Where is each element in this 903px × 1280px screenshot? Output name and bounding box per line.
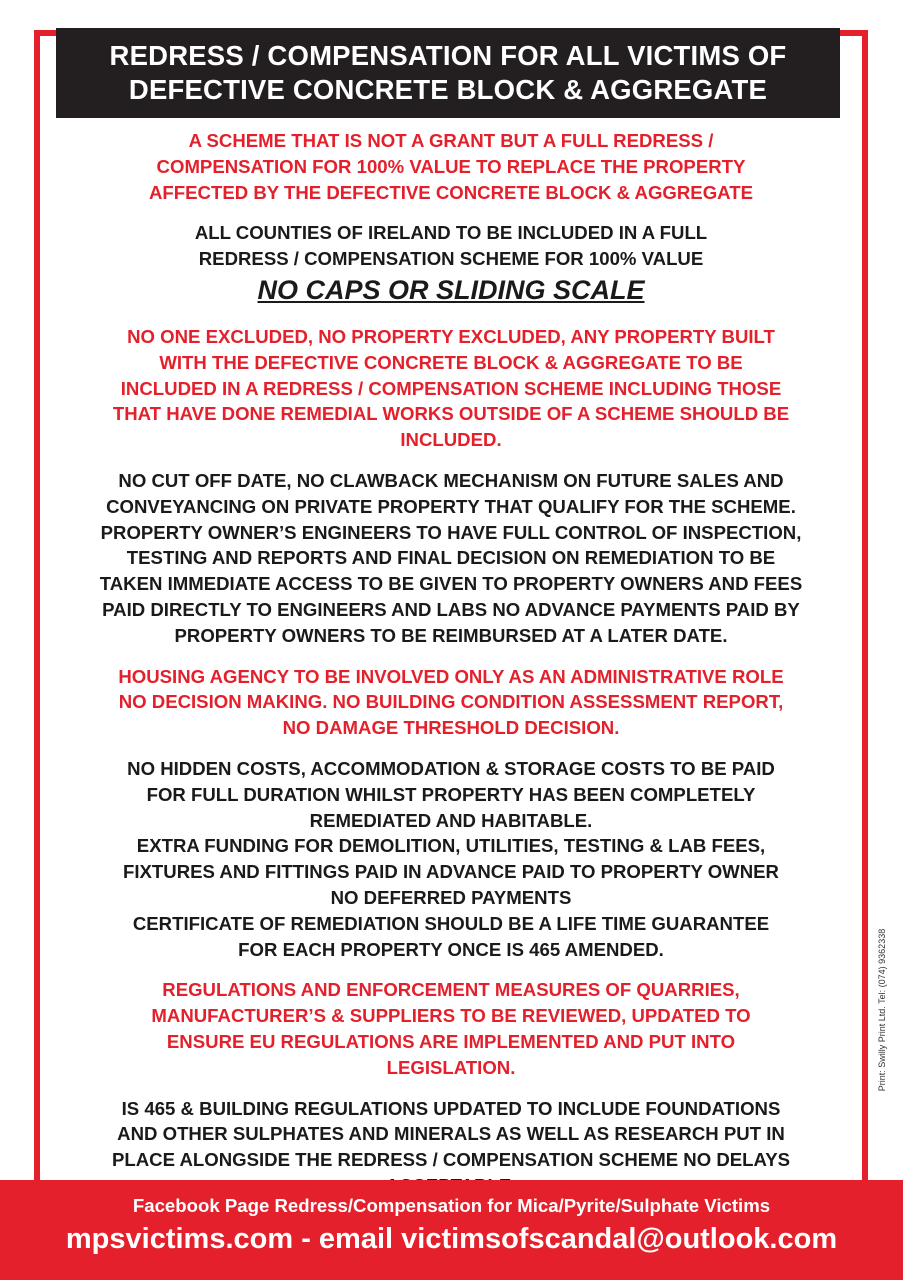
paragraph-is465: IS 465 & BUILDING REGULATIONS UPDATED TO INCLUDE FOUNDATIONS AND OTHER SULPHATES AND MINERALS AS WELL AS RESEARCH PUT IN PLACE ALONGSIDE THE REDRESS / COMPENSATION SCHEME NO DELAYS bbox=[111, 1097, 791, 1171]
paragraph-no-hidden-costs: NO HIDDEN COSTS, ACCOMMODATION & STORAGE COSTS TO BE PAID FOR FULL DURATION WHILST PROPERTY HAS BEEN COMPLETELY REMEDIATED AND HABITABLE. EXTRA FUNDING FOR DEMOLITION, UTILITIES, TESTING & LAB FEES, FIXTURES AND FITTINGS PAID IN ADVANCE PAID TO PROPERTY OWNER NO DEFERRED PAYMENTS CERTIFICATE OF REMEDIATION SHOULD BE A LIFE TIME GUARANTEE FOR EACH PROPERTY ONCE IS 465 AMENDED. bbox=[123, 757, 779, 960]
paragraph-scheme-not-grant: A SCHEME THAT IS NOT A GRANT BUT A FULL REDRESS / COMPENSATION FOR 100% VALUE TO REPLACE THE PROPERTY AFFECTED BY THE DEFECTIVE CONCRETE BLOCK & AGGREGATE bbox=[149, 130, 753, 203]
facebook-page-text: Facebook Page Redress/Compensation for Mica/Pyrite/Sulphate Victims bbox=[132, 1195, 771, 1216]
page-title: REDRESS / COMPENSATION FOR ALL VICTIMS OF DEFECTIVE CONCRETE BLOCK & AGGREGATE bbox=[109, 40, 787, 105]
contact-line: mpsvictims.com - email victimsofscandal@outlook.com bbox=[65, 1223, 838, 1255]
footer-banner bbox=[0, 1180, 903, 1280]
paragraph-housing-agency: HOUSING AGENCY TO BE INVOLVED ONLY AS AN ADMINISTRATIVE ROLE NO DECISION MAKING. NO BUILDING CONDITION ASSESSMENT REPORT, NO DAMAGE THRESHOLD DECISION. bbox=[118, 665, 784, 739]
paragraph-no-cut-off-date: NO CUT OFF DATE, NO CLAWBACK MECHANISM ON FUTURE SALES AND CONVEYANCING ON PRIVATE PROPERTY THAT QUALIFY FOR THE SCHEME. PROPERTY OWNER’S ENGINEERS TO HAVE FULL CONTROL OF INSPECTION, TESTING AND REPORTS AND FINAL DECISION ON REMEDIATION TO BE TAKEN IMMEDIATE ACCESS TO BE GIVEN TO PROPERTY OWNERS AND FEES PAID DIRECTLY TO ENGINEERS AND LABS NO ADVANCE PAYMENTS PAID BY PROPERTY OWNERS TO BE REIMBURSED AT A LATER DATE. bbox=[99, 469, 803, 646]
print-credit: Print: Swilly Print Ltd. Tel: (074) 9362338 bbox=[877, 928, 887, 1092]
paragraph-all-counties: ALL COUNTIES OF IRELAND TO BE INCLUDED IN A FULL REDRESS / COMPENSATION SCHEME FOR 100% VALUE bbox=[194, 222, 708, 270]
main-content bbox=[40, 128, 862, 1214]
no-caps-heading: NO CAPS OR SLIDING SCALE bbox=[257, 274, 645, 305]
title-banner bbox=[56, 28, 840, 118]
paragraph-no-one-excluded: NO ONE EXCLUDED, NO PROPERTY EXCLUDED, ANY PROPERTY BUILT WITH THE DEFECTIVE CONCRETE BLOCK & AGGREGATE TO BE INCLUDED IN A REDRESS / COMPENSATION SCHEME INCLUDING THOSE THAT HAVE DONE REMEDIAL WORKS OUTSIDE OF A SCHEME SHOULD BE INCLUDED. bbox=[112, 325, 790, 451]
paragraph-regulations: REGULATIONS AND ENFORCEMENT MEASURES OF QUARRIES, MANUFACTURER’S & SUPPLIERS TO BE REVIEWED, UPDATED TO ENSURE EU REGULATIONS ARE IMPLEMENTED AND PUT INTO LEGISLATION. bbox=[151, 979, 751, 1078]
